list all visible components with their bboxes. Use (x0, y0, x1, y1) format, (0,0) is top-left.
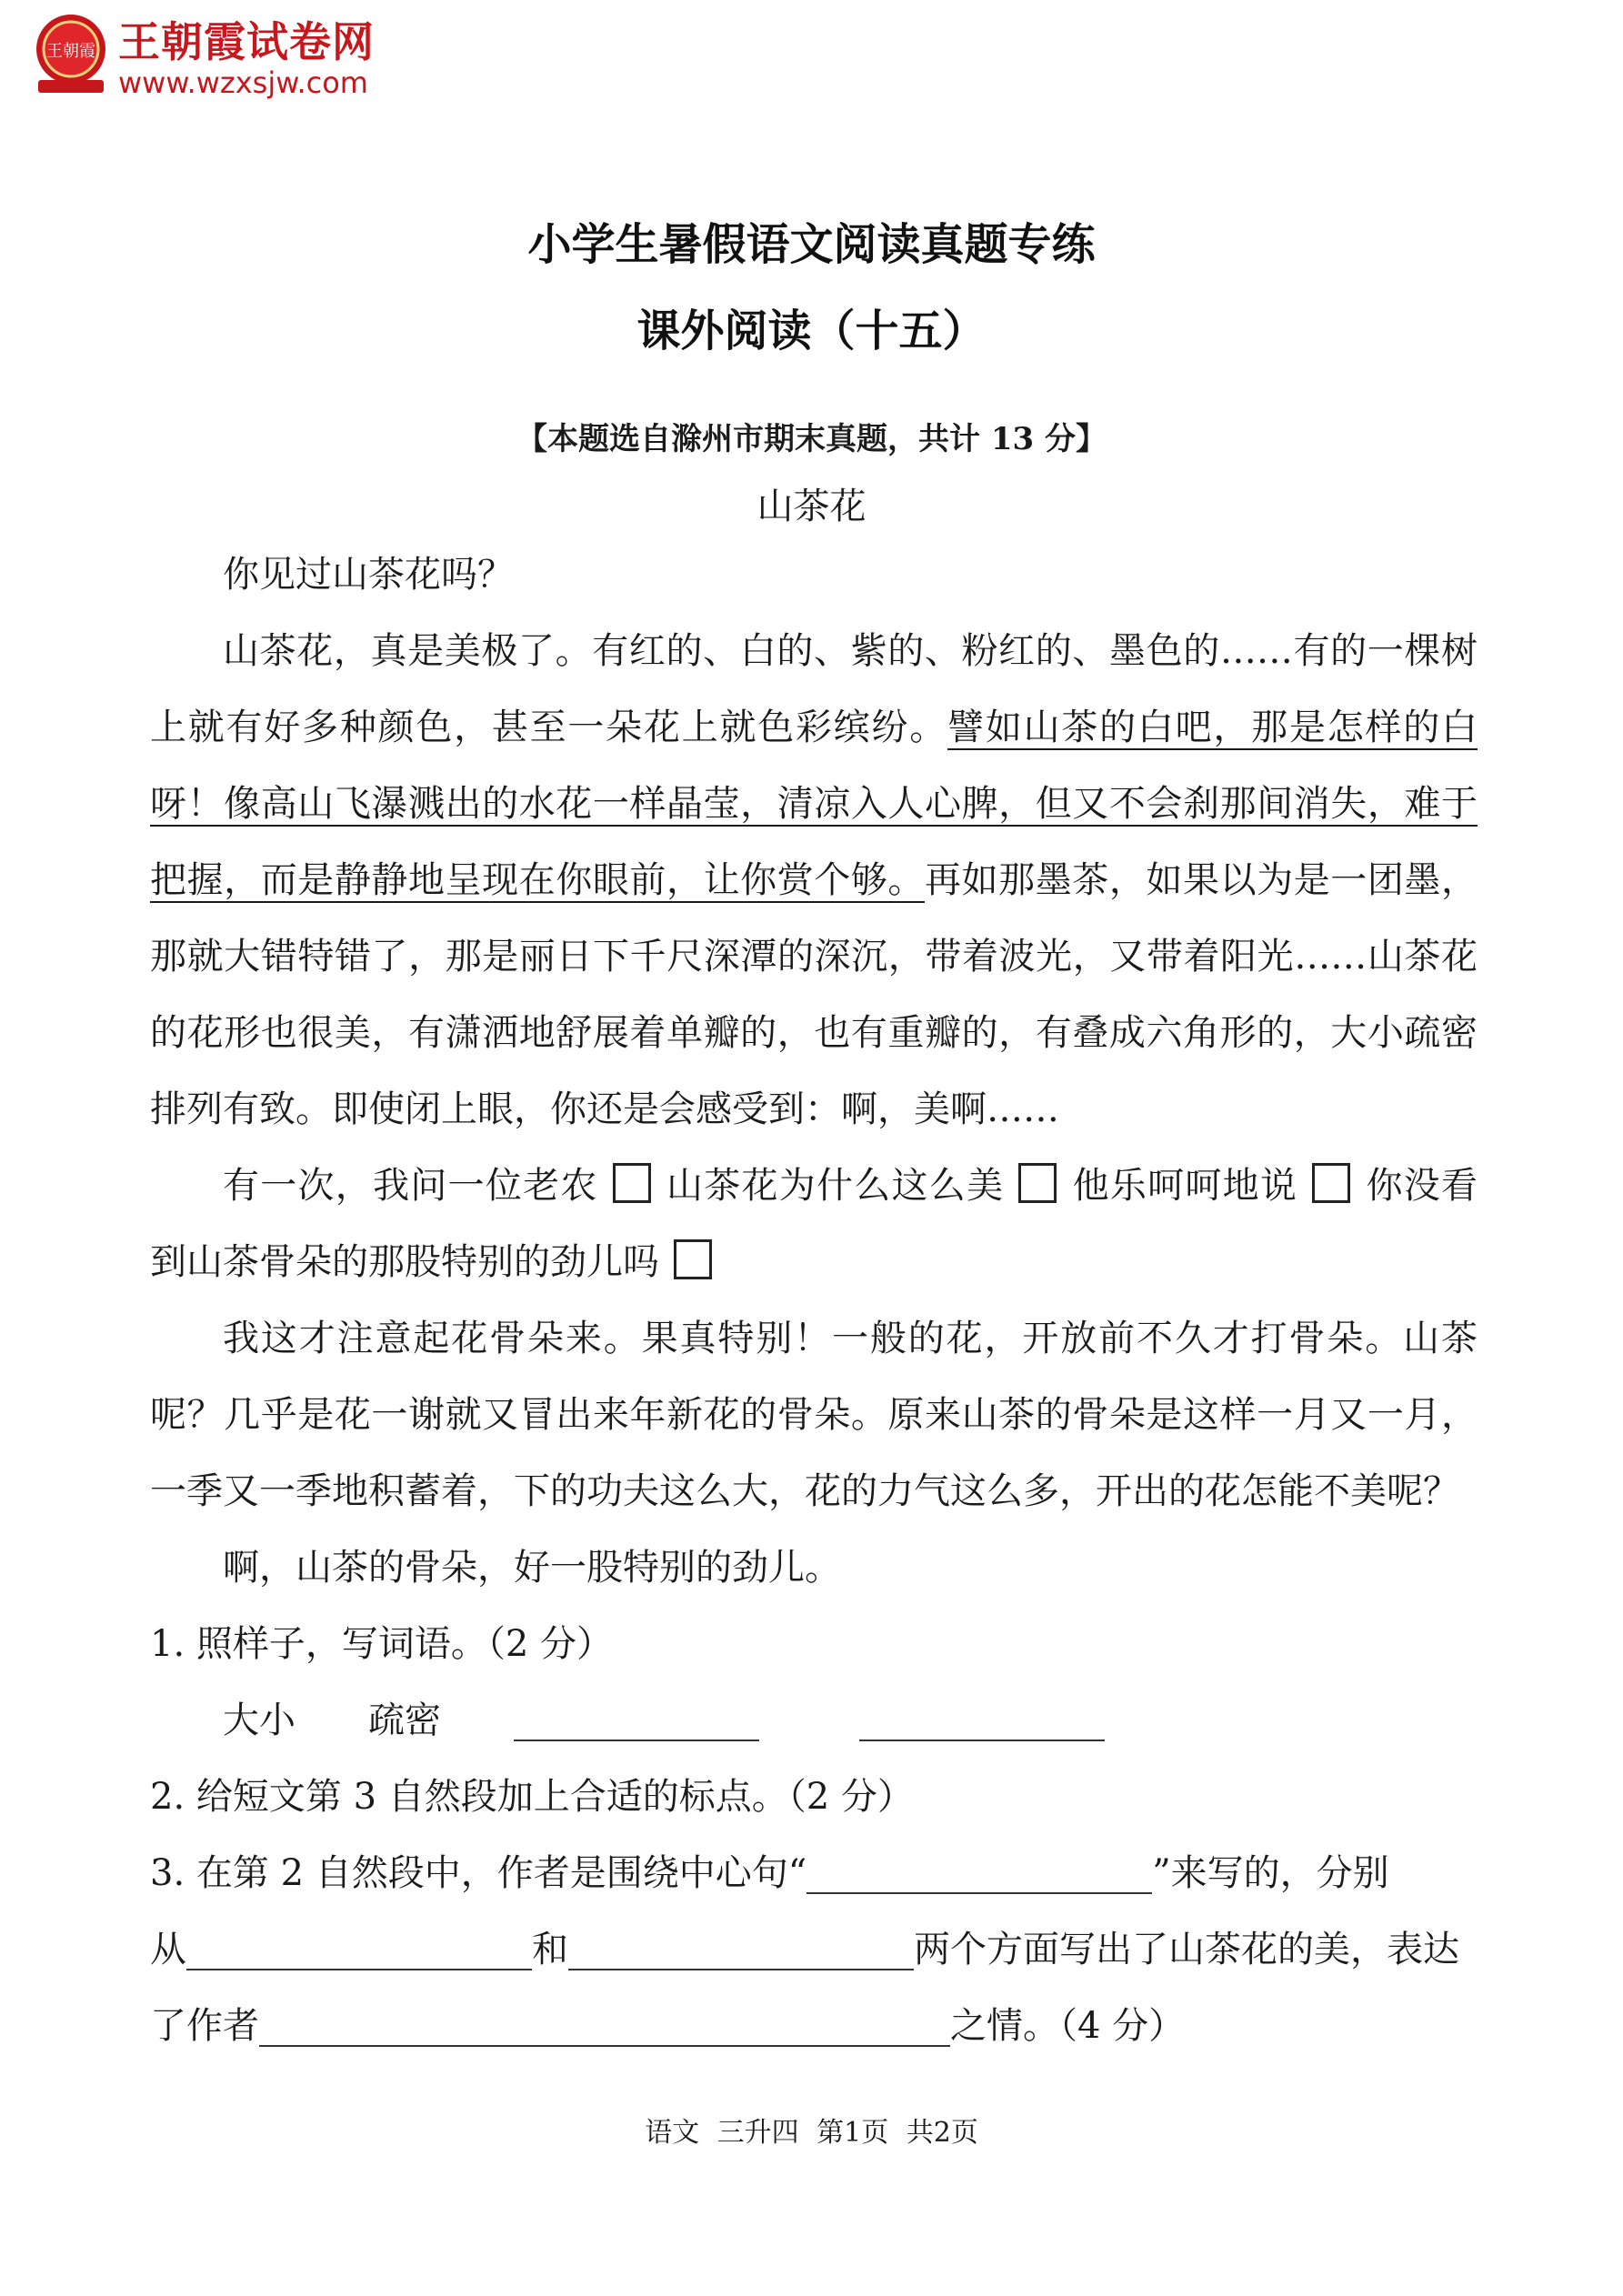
paragraph-3 (150, 1148, 1478, 1300)
answer-blank[interactable] (806, 1854, 1152, 1894)
passage-body (150, 536, 1478, 2064)
brand-logo (25, 7, 116, 98)
paragraph-3-seg2: 山茶花为什么这么美 (665, 1165, 1005, 1207)
question-3-text: 和 (532, 1929, 568, 1970)
example-word-2: 疏密 (368, 1699, 441, 1741)
question-3-line-2 (150, 1911, 1478, 1988)
question-3-text: ”来写的，分别 (1152, 1852, 1389, 1894)
page-subtitle: 课外阅读（十五） (636, 306, 987, 356)
question-3-line-3 (150, 1988, 1478, 2064)
brand-name: 王朝霞试卷网 (118, 17, 375, 66)
punctuation-box[interactable] (613, 1163, 651, 1203)
source-note: 【本题选自滁州市期末真题，共计 13 分】 (516, 421, 1107, 457)
paragraph-3-seg3: 他乐呵呵地说 (1071, 1165, 1298, 1207)
paragraph-2 (150, 613, 1478, 1148)
underlined-sentence: 譬如山茶的白吧，那是怎样的白呀！像高山飞瀑溅出的水花一样晶莹，清凉入人心脾，但又不会刹那间消失，难于把握，而是静静地呈现在你眼前，让你赏个够。 (150, 707, 1478, 901)
question-3-text: 从 (150, 1929, 186, 1970)
paragraph-2-text-end: 再如那墨茶，如果以为是一团墨，那就大错特错了，那是丽日下千尺深潭的深沉，带着波光，又带着阳光……山茶花的花形也很美，有潇洒地舒展着单瓣的，也有重瓣的，有叠成六角形的，大小疏密排列有致。即使闭上眼，你还是会感受到：啊，美啊…… (150, 859, 1478, 1130)
question-1-answer-row (150, 1682, 1478, 1759)
brand-url[interactable]: www.wzxsjw.com (118, 65, 368, 100)
passage-title: 山茶花 (756, 486, 867, 527)
question-1: 1. 照样子，写词语。（2 分） (150, 1623, 614, 1665)
punctuation-box[interactable] (1312, 1163, 1350, 1203)
answer-blank[interactable] (186, 1930, 532, 1970)
answer-blank[interactable] (259, 2007, 950, 2047)
question-3-text: 之情。（4 分） (950, 2005, 1186, 2047)
paragraph-2-text: 山茶花，真是美极了。有红的、白的、紫的、粉红的、墨色的……有的一棵树上就有好多种颜色，甚至一朵花上就色彩缤纷。 (150, 630, 1478, 748)
answer-blank[interactable] (859, 1701, 1105, 1741)
paragraph-3-seg4: 你没看到山茶骨朵的那股特别的劲儿吗 (150, 1165, 1478, 1283)
example-word-1: 大小 (223, 1699, 296, 1741)
paragraph-1: 你见过山茶花吗？ (223, 554, 514, 596)
paragraph-4: 我这才注意起花骨朵来。果真特别！一般的花，开放前不久才打骨朵。山茶呢？几乎是花一谢就又冒出来年新花的骨朵。原来山茶的骨朵是这样一月又一月，一季又一季地积蓄着，下的功夫这么大，花的力气这么多，开出的花怎能不美呢？ (150, 1318, 1478, 1512)
paragraph-5: 啊，山茶的骨朵，好一股特别的劲儿。 (223, 1547, 841, 1589)
question-2: 2. 给短文第 3 自然段加上合适的标点。（2 分） (150, 1776, 914, 1818)
answer-blank[interactable] (514, 1701, 759, 1741)
page-footer: 语文 三升四 第1页 共2页 (645, 2117, 978, 2149)
punctuation-box[interactable] (1018, 1163, 1057, 1203)
page-title: 小学生暑假语文阅读真题专练 (527, 219, 1096, 270)
svg-text:王朝霞: 王朝霞 (46, 42, 95, 61)
question-3-text: 两个方面写出了山茶花的美，表达 (914, 1929, 1459, 1970)
answer-blank[interactable] (568, 1930, 914, 1970)
paragraph-3-seg1: 有一次，我问一位老农 (223, 1165, 598, 1207)
question-3-text: 了作者 (150, 2005, 259, 2047)
punctuation-box[interactable] (674, 1239, 712, 1279)
question-3 (150, 1835, 1478, 1911)
question-3-text: 3. 在第 2 自然段中，作者是围绕中心句“ (150, 1852, 807, 1894)
